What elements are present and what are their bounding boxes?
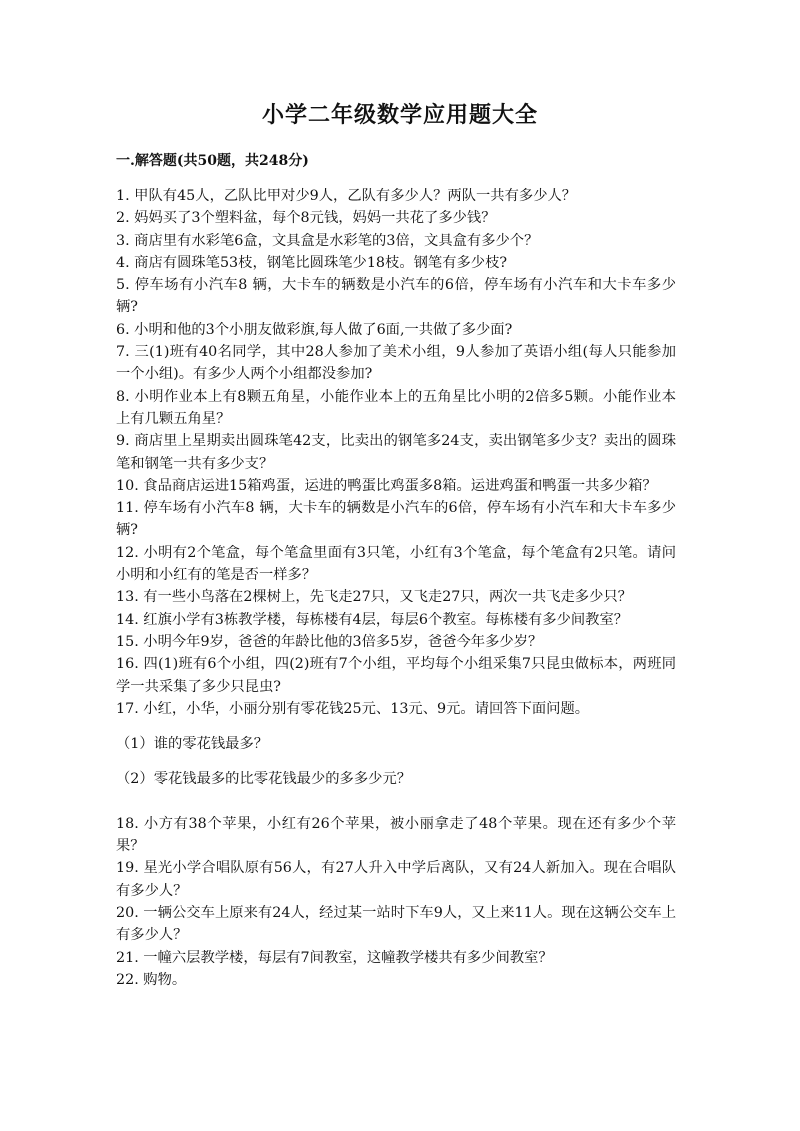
question-4: 4. 商店有圆珠笔53枝，钢笔比圆珠笔少18枝。钢笔有多少枝? <box>116 254 508 271</box>
spacer <box>116 755 676 768</box>
question-19: 19. 星光小学合唱队原有56人，有27人升入中学后离队，又有24人新加入。现在合唱队有多少人？ <box>116 860 676 899</box>
question-14: 14. 红旗小学有3栋教学楼，每栋楼有4层，每层6个教室。每栋楼有多少间教室？ <box>116 611 629 628</box>
question-12: 12. 小明有2个笔盒，每个笔盒里面有3只笔，小红有3个笔盒，每个笔盒有2只笔。请问小明和小红有的笔是否一样多？ <box>116 544 676 584</box>
question-16: 16. 四(1)班有6个小组，四(2)班有7个小组，平均每个小组采集7只昆虫做标本，两班同学一共采集了多少只昆虫? <box>116 656 676 695</box>
question-6: 6. 小明和他的3个小朋友做彩旗,每人做了6面,一共做了多少面? <box>116 321 513 338</box>
section-heading: 一.解答题(共50题，共248分) <box>116 153 309 169</box>
question-22: 22. 购物。 <box>116 971 187 988</box>
question-2: 2. 妈妈买了3个塑料盆，每个8元钱，妈妈一共花了多少钱？ <box>116 210 496 227</box>
question-1: 1. 甲队有45人，乙队比甲对少9人，乙队有多少人？两队一共有多少人？ <box>116 188 577 204</box>
question-15: 15. 小明今年9岁，爸爸的年龄比他的3倍多5岁，爸爸今年多少岁？ <box>116 633 543 650</box>
sub-question-1: （1）谁的零花钱最多？ <box>116 736 269 753</box>
question-13: 13. 有一些小鸟落在2棵树上，先飞走27只，又飞走27只，两次一共飞走多少只？ <box>116 589 632 606</box>
spacer <box>116 720 676 733</box>
question-8: 8. 小明作业本上有8颗五角星，小能作业本上的五角星比小明的2倍多5颗。小能作业本上有几颗五角星？ <box>116 388 676 427</box>
question-20: 20. 一辆公交车上原来有24人，经过某一站时下车9人，又上来11人。现在这辆公交车上有多少人？ <box>116 904 676 944</box>
question-11: 11. 停车场有小汽车8 辆，大卡车的辆数是小汽车的6倍，停车场有小汽车和大卡车多少辆? <box>116 500 676 539</box>
question-5: 5. 停车场有小汽车8 辆，大卡车的辆数是小汽车的6倍，停车场有小汽车和大卡车多少辆? <box>116 277 676 316</box>
question-10: 10. 食品商店运进15箱鸡蛋，运进的鸭蛋比鸡蛋多8箱。运进鸡蛋和鸭蛋一共多少箱？ <box>116 477 657 494</box>
sub-question-2: （2）零花钱最多的比零花钱最少的多多少元？ <box>116 771 412 788</box>
question-7: 7. 三(1)班有40名同学，其中28人参加了美术小组，9人参加了英语小组(每人只能参加一个小组)。有多少人两个小组都没参加? <box>116 344 676 383</box>
page-title: 小学二年级数学应用题大全 <box>261 102 538 128</box>
spacer <box>116 791 676 813</box>
question-21: 21. 一幢六层教学楼，每层有7间教室，这幢教学楼共有多少间教室？ <box>116 949 553 966</box>
question-list <box>116 185 676 991</box>
question-17: 17. 小红，小华，小丽分别有零花钱25元、13元、9元。请回答下面问题。 <box>116 700 590 717</box>
question-9: 9. 商店里上星期卖出圆珠笔42支，比卖出的钢笔多24支，卖出钢笔多少支？卖出的圆珠笔和钢笔一共有多少支？ <box>116 433 676 472</box>
question-18: 18. 小方有38个苹果，小红有26个苹果，被小丽拿走了48个苹果。现在还有多少个苹果？ <box>116 815 676 855</box>
question-3: 3. 商店里有水彩笔6盒，文具盒是水彩笔的3倍，文具盒有多少个？ <box>116 232 539 249</box>
